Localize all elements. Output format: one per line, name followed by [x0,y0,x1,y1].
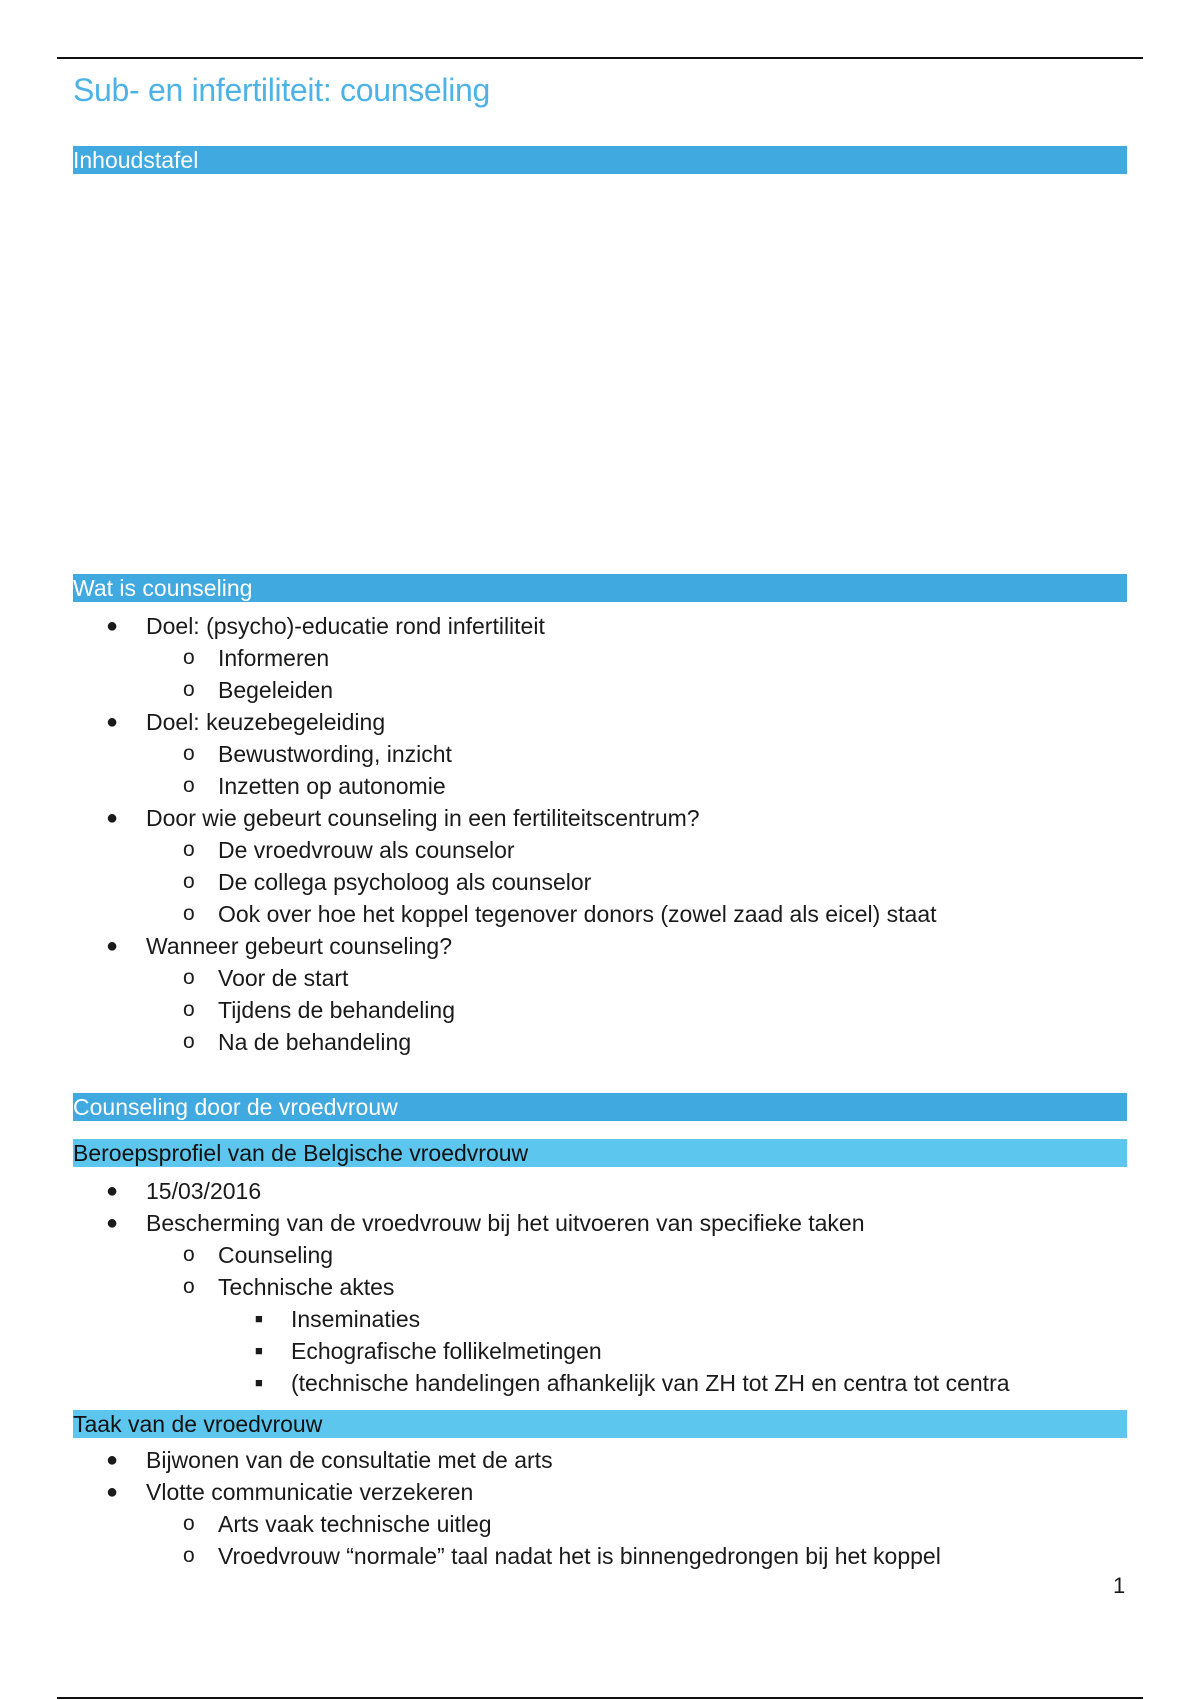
bullet-icon: ● [106,1449,119,1471]
heading-counseling-door-vroedvrouw: Counseling door de vroedvrouw [73,1093,1127,1121]
square-bullet-icon: ■ [255,1343,263,1358]
list-item: o De collega psycholoog als counselor [73,866,1133,898]
bullet-icon: ● [106,711,119,733]
list-item: o Inzetten op autonomie [73,770,1133,802]
circle-bullet-icon: o [183,678,195,701]
bullet-icon: ● [106,1180,119,1202]
list-item: ● Door wie gebeurt counseling in een fertiliteitscentrum? [73,802,1133,834]
list-item: ● Bijwonen van de consultatie met de arts [73,1444,1133,1476]
circle-bullet-icon: o [183,966,195,989]
square-bullet-icon: ■ [255,1311,263,1326]
page-number: 1 [1113,1573,1126,1598]
circle-bullet-icon: o [183,646,195,669]
list-item: ■ Echografische follikelmetingen [73,1335,1133,1367]
list-item: o Voor de start [73,962,1133,994]
heading-inhoudstafel: Inhoudstafel [73,146,1127,174]
list-item: o Begeleiden [73,674,1133,706]
bottom-rule [57,1697,1143,1699]
heading-wat-is-counseling: Wat is counseling [73,574,1127,602]
circle-bullet-icon: o [183,1544,195,1567]
list-item: o Counseling [73,1239,1133,1271]
list-item: ● 15/03/2016 [73,1175,1133,1207]
list-item: ● Doel: (psycho)-educatie rond infertiliteit [73,610,1133,642]
document-title: Sub- en infertiliteit: counseling [73,72,491,108]
list-item: o Informeren [73,642,1133,674]
list-item: ● Bescherming van de vroedvrouw bij het uitvoeren van specifieke taken [73,1207,1133,1239]
circle-bullet-icon: o [183,1030,195,1053]
circle-bullet-icon: o [183,838,195,861]
circle-bullet-icon: o [183,902,195,925]
list-item: o Arts vaak technische uitleg [73,1508,1133,1540]
square-bullet-icon: ■ [255,1375,263,1390]
beroepsprofiel-list [73,1175,1133,1399]
list-item: ● Vlotte communicatie verzekeren [73,1476,1133,1508]
list-item: o Vroedvrouw “normale” taal nadat het is binnengedrongen bij het koppel [73,1540,1133,1572]
heading-taak-vroedvrouw: Taak van de vroedvrouw [73,1410,1127,1438]
taak-list [73,1444,1133,1572]
list-item: ● Doel: keuzebegeleiding [73,706,1133,738]
list-item: o Tijdens de behandeling [73,994,1133,1026]
circle-bullet-icon: o [183,774,195,797]
bullet-icon: ● [106,807,119,829]
list-item: ■ (technische handelingen afhankelijk van ZH tot ZH en centra tot centra [73,1367,1133,1399]
list-item: ● Wanneer gebeurt counseling? [73,930,1133,962]
bullet-icon: ● [106,935,119,957]
list-item: o Technische aktes [73,1271,1133,1303]
bullet-icon: ● [106,615,119,637]
list-item: o Na de behandeling [73,1026,1133,1058]
list-item: o Bewustwording, inzicht [73,738,1133,770]
circle-bullet-icon: o [183,742,195,765]
list-item: o De vroedvrouw als counselor [73,834,1133,866]
bullet-icon: ● [106,1481,119,1503]
top-rule [57,57,1143,59]
circle-bullet-icon: o [183,870,195,893]
wat-is-counseling-list [73,610,1133,1058]
circle-bullet-icon: o [183,1512,195,1535]
list-item: ■ Inseminaties [73,1303,1133,1335]
circle-bullet-icon: o [183,1275,195,1298]
list-item: o Ook over hoe het koppel tegenover donors (zowel zaad als eicel) staat [73,898,1133,930]
circle-bullet-icon: o [183,998,195,1021]
circle-bullet-icon: o [183,1243,195,1266]
heading-beroepsprofiel: Beroepsprofiel van de Belgische vroedvrouw [73,1139,1127,1167]
bullet-icon: ● [106,1212,119,1234]
